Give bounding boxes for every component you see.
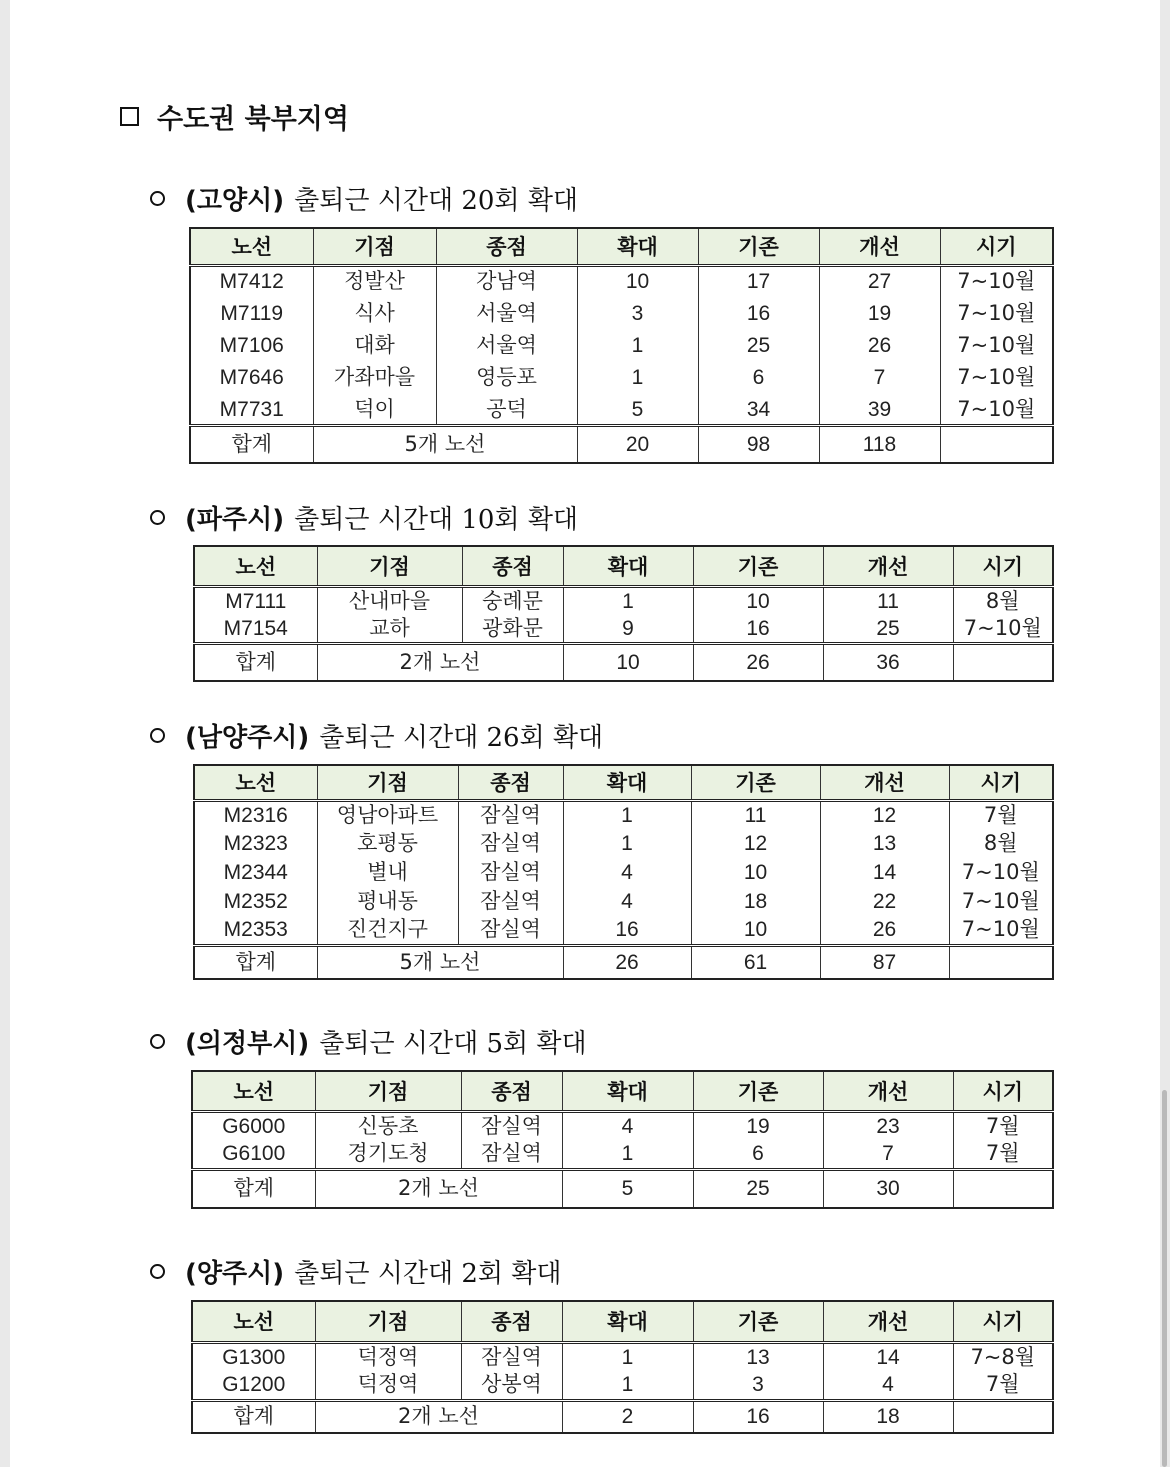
- table-cell: 7: [823, 1140, 953, 1169]
- table-cell: G6000: [222, 1114, 286, 1138]
- total-cell: [949, 945, 1053, 979]
- table-cell: 7~10월: [940, 394, 1053, 426]
- table-cell: 7월: [949, 800, 1053, 829]
- table-cell: M7154: [223, 616, 288, 640]
- table-cell: 19: [819, 297, 940, 329]
- table-total-row: [194, 945, 1053, 979]
- table-cell: M7119: [220, 301, 284, 325]
- table-cell: 1: [562, 1371, 693, 1400]
- table-cell: M2352: [223, 890, 288, 913]
- table-cell: 1: [562, 1342, 693, 1371]
- table-cell: 14: [820, 858, 949, 887]
- column-header: 종점: [461, 1071, 562, 1111]
- table-cell: 7~10월: [940, 297, 1053, 329]
- section-heading: [120, 98, 349, 134]
- table-cell: 3: [577, 297, 698, 329]
- column-header: 노선: [192, 1071, 315, 1111]
- total-cell: [953, 643, 1053, 681]
- table-cell: 23: [823, 1111, 953, 1140]
- table-total-row: [192, 1400, 1053, 1433]
- table-header-row: [194, 765, 1053, 800]
- table-cell: 16: [563, 916, 691, 945]
- table-cell: 진건지구: [317, 916, 458, 945]
- table-cell: 광화문: [462, 615, 563, 644]
- table-cell: 16: [693, 615, 823, 644]
- table-cell: 경기도청: [315, 1140, 461, 1169]
- table-row: [190, 297, 1053, 329]
- total-cell: 25: [693, 1169, 823, 1208]
- column-header: 기존: [693, 1071, 823, 1111]
- table-cell: M7106: [219, 333, 284, 357]
- total-cell: 5: [562, 1169, 693, 1208]
- table-cell: 7~10월: [949, 858, 1053, 887]
- table-cell: 1: [563, 800, 691, 829]
- column-header: 개선: [823, 1071, 953, 1111]
- column-header: 시기: [953, 1071, 1053, 1111]
- table-cell: 9: [563, 615, 693, 644]
- table-row: [194, 800, 1053, 829]
- table-cell: 잠실역: [458, 829, 563, 858]
- total-cell: 2개 노선: [317, 643, 563, 681]
- column-header: 기존: [698, 228, 819, 265]
- region-name: (파주시): [185, 504, 285, 535]
- table-cell: 12: [691, 829, 820, 858]
- circle-bullet-icon: [150, 1264, 165, 1279]
- table-cell: 14: [823, 1342, 953, 1371]
- table-row: [192, 1342, 1053, 1371]
- table-cell: M2316: [223, 803, 288, 827]
- total-cell: 10: [563, 643, 693, 681]
- table-cell: 7월: [953, 1111, 1053, 1140]
- total-cell: 2: [562, 1400, 693, 1433]
- column-header: 개선: [823, 1301, 953, 1342]
- column-header: 기점: [315, 1301, 461, 1342]
- route-table: [193, 764, 1054, 980]
- table-row: [194, 829, 1053, 858]
- table-cell: G1300: [222, 1345, 286, 1369]
- table-cell: 1: [577, 362, 698, 394]
- table-total-row: [190, 426, 1053, 463]
- table-cell: M2323: [223, 832, 288, 855]
- table-cell: G1200: [222, 1373, 286, 1397]
- column-header: 노선: [194, 546, 317, 586]
- table-cell: 19: [693, 1111, 823, 1140]
- table-cell: 13: [693, 1342, 823, 1371]
- table-cell: 25: [698, 329, 819, 361]
- region-name: (남양주시): [185, 722, 310, 753]
- circle-bullet-icon: [150, 510, 165, 525]
- scrollbar[interactable]: [1162, 1090, 1167, 1467]
- table-cell: 7월: [953, 1371, 1053, 1400]
- total-cell: 98: [698, 426, 819, 463]
- column-header: 종점: [436, 228, 577, 265]
- column-header: 시기: [940, 228, 1053, 265]
- circle-bullet-icon: [150, 1034, 165, 1049]
- table-row: [194, 586, 1053, 615]
- column-header: 확대: [562, 1301, 693, 1342]
- section-title: [150, 181, 578, 215]
- table-cell: 신동초: [315, 1111, 461, 1140]
- table-cell: 10: [691, 916, 820, 945]
- table-cell: 산내마을: [317, 586, 462, 615]
- table-cell: 10: [577, 265, 698, 297]
- table-cell: 덕이: [313, 394, 436, 426]
- column-header: 시기: [953, 546, 1053, 586]
- total-cell: 합계: [192, 1169, 315, 1208]
- table-row: [194, 615, 1053, 644]
- table-header-row: [194, 546, 1053, 586]
- column-header: 확대: [563, 546, 693, 586]
- table-row: [194, 916, 1053, 945]
- column-header: 기점: [313, 228, 436, 265]
- route-table: [191, 1070, 1054, 1209]
- table-cell: 13: [820, 829, 949, 858]
- column-header: 시기: [953, 1301, 1053, 1342]
- table-cell: 1: [563, 829, 691, 858]
- title-text: 출퇴근 시간대 20회 확대: [294, 185, 579, 216]
- table-cell: 7~10월: [949, 916, 1053, 945]
- total-cell: 2개 노선: [315, 1400, 562, 1433]
- table-cell: 11: [691, 800, 820, 829]
- table-cell: 4: [563, 887, 691, 916]
- table-header-row: [190, 228, 1053, 265]
- table-cell: 6: [698, 362, 819, 394]
- table-cell: 26: [820, 916, 949, 945]
- column-header: 기존: [693, 1301, 823, 1342]
- table-cell: 호평동: [317, 829, 458, 858]
- table-cell: 식사: [313, 297, 436, 329]
- table-cell: 별내: [317, 858, 458, 887]
- route-table: [191, 1300, 1054, 1434]
- table-cell: 22: [820, 887, 949, 916]
- circle-bullet-icon: [150, 728, 165, 743]
- table-header-row: [192, 1301, 1053, 1342]
- table-cell: 26: [819, 329, 940, 361]
- table-cell: 4: [823, 1371, 953, 1400]
- table-row: [190, 394, 1053, 426]
- total-cell: 36: [823, 643, 953, 681]
- total-cell: [953, 1169, 1053, 1208]
- column-header: 종점: [458, 765, 563, 800]
- table-cell: M7731: [219, 397, 284, 421]
- table-cell: G6100: [222, 1142, 286, 1166]
- total-cell: 26: [563, 945, 691, 979]
- table-cell: 1: [577, 329, 698, 361]
- column-header: 기존: [691, 765, 820, 800]
- total-cell: 30: [823, 1169, 953, 1208]
- region-name: (의정부시): [185, 1028, 310, 1059]
- table-cell: 10: [691, 858, 820, 887]
- section-title: [150, 500, 578, 534]
- table-cell: M7111: [225, 589, 287, 613]
- total-cell: 26: [693, 643, 823, 681]
- total-cell: 2개 노선: [315, 1169, 562, 1208]
- column-header: 시기: [949, 765, 1053, 800]
- table-cell: 강남역: [436, 265, 577, 297]
- table-cell: 7~8월: [953, 1342, 1053, 1371]
- total-cell: 118: [819, 426, 940, 463]
- column-header: 개선: [820, 765, 949, 800]
- total-cell: 18: [823, 1400, 953, 1433]
- table-cell: 8월: [949, 829, 1053, 858]
- column-header: 확대: [563, 765, 691, 800]
- total-cell: [953, 1400, 1053, 1433]
- table-cell: 6: [693, 1140, 823, 1169]
- table-cell: M7412: [219, 270, 284, 294]
- table-cell: 영등포: [436, 362, 577, 394]
- section-title: [150, 1024, 587, 1058]
- table-row: [192, 1111, 1053, 1140]
- table-cell: 25: [823, 615, 953, 644]
- title-text: 출퇴근 시간대 5회 확대: [319, 1028, 587, 1059]
- table-cell: 가좌마을: [313, 362, 436, 394]
- table-cell: 7~10월: [940, 362, 1053, 394]
- table-cell: 17: [698, 265, 819, 297]
- total-cell: 87: [820, 945, 949, 979]
- table-cell: 잠실역: [458, 858, 563, 887]
- total-cell: 61: [691, 945, 820, 979]
- table-cell: M7646: [219, 366, 284, 390]
- column-header: 기점: [317, 765, 458, 800]
- table-cell: 평내동: [317, 887, 458, 916]
- table-total-row: [192, 1169, 1053, 1208]
- table-total-row: [194, 643, 1053, 681]
- column-header: 노선: [190, 228, 313, 265]
- table-cell: 7월: [953, 1140, 1053, 1169]
- table-cell: 12: [820, 800, 949, 829]
- table-cell: 잠실역: [458, 887, 563, 916]
- section-title: [150, 1254, 562, 1288]
- table-cell: 3: [693, 1371, 823, 1400]
- table-cell: 7~10월: [949, 887, 1053, 916]
- table-cell: 4: [562, 1111, 693, 1140]
- column-header: 개선: [823, 546, 953, 586]
- table-row: [190, 329, 1053, 361]
- title-text: 출퇴근 시간대 2회 확대: [294, 1258, 562, 1289]
- table-cell: 34: [698, 394, 819, 426]
- total-cell: 합계: [192, 1400, 315, 1433]
- table-cell: M2353: [223, 918, 288, 942]
- column-header: 개선: [819, 228, 940, 265]
- table-cell: 7~10월: [940, 329, 1053, 361]
- table-cell: 39: [819, 394, 940, 426]
- title-text: 출퇴근 시간대 26회 확대: [319, 722, 604, 753]
- table-cell: 잠실역: [461, 1140, 562, 1169]
- total-cell: 16: [693, 1400, 823, 1433]
- region-name: (고양시): [185, 185, 285, 216]
- table-cell: 서울역: [436, 329, 577, 361]
- column-header: 기점: [317, 546, 462, 586]
- table-cell: 대화: [313, 329, 436, 361]
- table-cell: 7: [819, 362, 940, 394]
- route-table: [189, 227, 1054, 464]
- table-cell: 상봉역: [461, 1371, 562, 1400]
- table-cell: 공덕: [436, 394, 577, 426]
- table-cell: 영남아파트: [317, 800, 458, 829]
- table-cell: 11: [823, 586, 953, 615]
- circle-bullet-icon: [150, 191, 165, 206]
- table-header-row: [192, 1071, 1053, 1111]
- table-cell: 7~10월: [953, 615, 1053, 644]
- region-name: (양주시): [185, 1258, 285, 1289]
- table-cell: M2344: [223, 861, 288, 884]
- table-cell: 잠실역: [461, 1342, 562, 1371]
- total-cell: 20: [577, 426, 698, 463]
- total-cell: 5개 노선: [317, 945, 563, 979]
- table-cell: 10: [693, 586, 823, 615]
- table-cell: 7~10월: [940, 265, 1053, 297]
- table-cell: 덕정역: [315, 1342, 461, 1371]
- table-cell: 4: [563, 858, 691, 887]
- table-row: [192, 1371, 1053, 1400]
- table-cell: 덕정역: [315, 1371, 461, 1400]
- table-cell: 27: [819, 265, 940, 297]
- table-row: [194, 887, 1053, 916]
- table-row: [190, 265, 1053, 297]
- table-cell: 1: [563, 586, 693, 615]
- total-cell: [940, 426, 1053, 463]
- heading-text: 수도권 북부지역: [157, 103, 349, 135]
- table-cell: 1: [562, 1140, 693, 1169]
- column-header: 종점: [462, 546, 563, 586]
- column-header: 종점: [461, 1301, 562, 1342]
- table-cell: 8월: [953, 586, 1053, 615]
- checkbox-square-icon: [120, 107, 139, 126]
- column-header: 노선: [192, 1301, 315, 1342]
- column-header: 노선: [194, 765, 317, 800]
- column-header: 확대: [577, 228, 698, 265]
- table-row: [194, 858, 1053, 887]
- route-table: [193, 545, 1054, 682]
- table-cell: 교하: [317, 615, 462, 644]
- table-cell: 정발산: [313, 265, 436, 297]
- table-cell: 서울역: [436, 297, 577, 329]
- table-cell: 잠실역: [461, 1111, 562, 1140]
- table-row: [190, 362, 1053, 394]
- total-cell: 합계: [194, 945, 317, 979]
- table-cell: 숭례문: [462, 586, 563, 615]
- table-cell: 잠실역: [458, 916, 563, 945]
- section-title: [150, 718, 603, 752]
- table-cell: 잠실역: [458, 800, 563, 829]
- column-header: 기점: [315, 1071, 461, 1111]
- total-cell: 합계: [190, 426, 313, 463]
- title-text: 출퇴근 시간대 10회 확대: [294, 504, 579, 535]
- column-header: 기존: [693, 546, 823, 586]
- total-cell: 5개 노선: [313, 426, 577, 463]
- table-cell: 18: [691, 887, 820, 916]
- table-cell: 5: [577, 394, 698, 426]
- table-cell: 16: [698, 297, 819, 329]
- table-row: [192, 1140, 1053, 1169]
- column-header: 확대: [562, 1071, 693, 1111]
- total-cell: 합계: [194, 643, 317, 681]
